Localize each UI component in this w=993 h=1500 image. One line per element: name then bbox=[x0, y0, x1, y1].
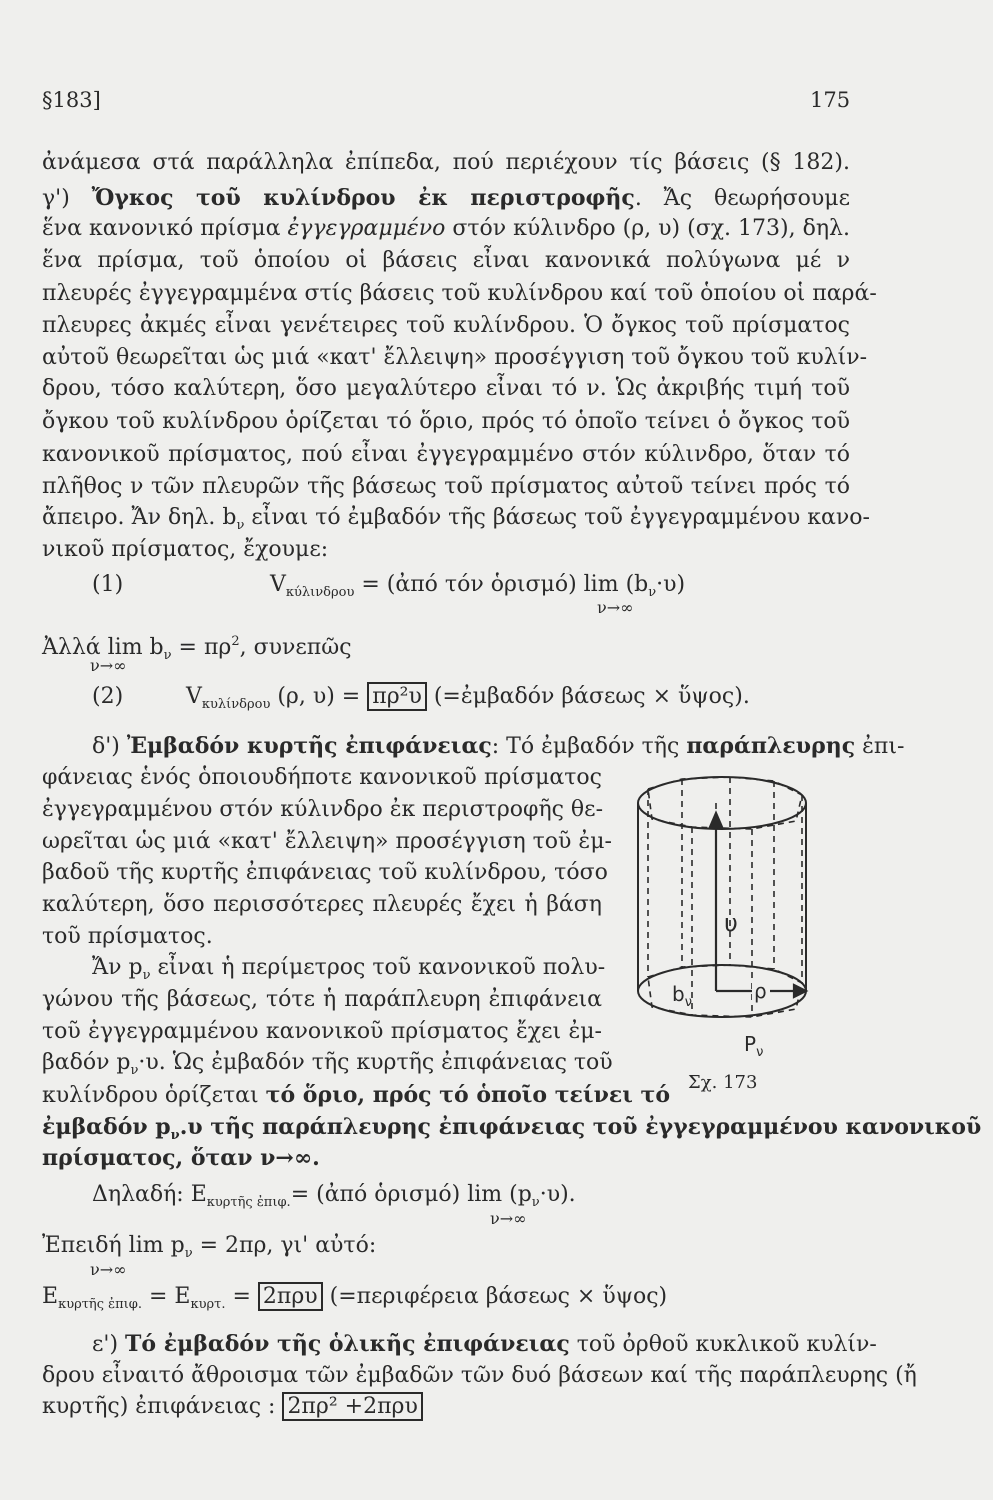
boxed-formula: πρ²υ bbox=[367, 682, 427, 711]
text-line: καλύτερη, ὅσο περισσότερες πλευρές ἔχει ἡ βάση bbox=[42, 892, 602, 917]
text-line: ἀνάμεσα στά παράλληλα ἐπίπεδα, πού περιέχουν τίς βάσεις (§ 182). bbox=[42, 150, 850, 175]
text-line: Ἄν $p_\nu$ εἶναι ἡ περίμετρος τοῦ κανονικοῦ πολυ- bbox=[92, 955, 606, 983]
text-line: νικοῦ πρίσματος, ἔχουμε: bbox=[42, 537, 329, 562]
text-line: κυρτῆς) ἐπιφάνειας : 2πρ² +2πρυ bbox=[42, 1392, 423, 1422]
heading-volume-cylinder: Ὄγκος τοῦ κυλίνδρου ἐκ περιστροφῆς bbox=[91, 185, 635, 211]
text-line: ἕνα κανονικό πρίσμα ἐγγεγραμμένο στόν κύλινδρο (ρ, υ) (σχ. 173), δηλ. bbox=[42, 216, 850, 241]
text-line: βαδοῦ τῆς κυρτῆς ἐπιφάνειας τοῦ κυλίνδρου, τόσο bbox=[42, 860, 608, 885]
limit-subscript: ν→∞ bbox=[490, 1209, 527, 1228]
limit-subscript: ν→∞ bbox=[90, 656, 127, 675]
text-line: ἕνα πρίσμα, τοῦ ὁποίου οἱ βάσεις εἶναι κανονικά πολύγωνα μέ ν bbox=[42, 248, 850, 273]
equation-number: (1) bbox=[92, 572, 124, 597]
figure-caption: Σχ. 173 bbox=[688, 1072, 758, 1093]
label-base-area: $b_\nu$ bbox=[672, 982, 692, 1010]
equation-3: Δηλαδή: $E_{\kappa\upsilon\rho\tau ῆ\varsigma ἐ\pi\iota\varphi.}=$ (ἀπό ὁρισμό) $\lim (p_\nu\cdot\upsilon)$. bbox=[92, 1182, 576, 1210]
equation-4: Ἐπειδή $\lim p_\nu = 2\pi\rho$, γι' αὐτό: bbox=[42, 1233, 377, 1261]
equation-number: (2) bbox=[92, 684, 124, 709]
text-line: ἐμβαδόν $p_\nu.\upsilon$ τῆς παράπλευρης ἐπιφάνειας τοῦ ἐγγεγραμμένου κανονικοῦ bbox=[42, 1114, 982, 1143]
label-radius: ρ bbox=[754, 979, 767, 1003]
text-line: κυλίνδρου ὁρίζεται τό ὅριο, πρός τό ὁποῖο τείνει τό bbox=[42, 1082, 670, 1108]
equation-2: $V_{\kappa\upsilon\lambda ί\nu\delta\rho o\upsilon}$ (ρ, υ) = πρ²υ (=ἐμβαδόν βάσεως × ὕψος). bbox=[186, 684, 750, 712]
arrow-up-icon bbox=[710, 813, 722, 827]
boxed-formula: 2πρ² +2πρυ bbox=[282, 1392, 422, 1421]
limit-subscript: ν→∞ bbox=[597, 598, 634, 617]
text-line: δ') Ἐμβαδόν κυρτῆς ἐπιφάνειας: Τό ἐμβαδόν τῆς παράπλευρης ἐπι- bbox=[92, 733, 905, 759]
text-line: ωρεῖται ὡς μιά «κατ' ἔλλειψη» προσέγγιση τοῦ ἐμ- bbox=[42, 829, 612, 854]
text-line: κανονικοῦ πρίσματος, πού εἶναι ἐγγεγραμμένο στόν κύλινδρο, ὅταν τό bbox=[42, 442, 850, 467]
section-header: §183] bbox=[42, 88, 101, 112]
text-line: γ') Ὄγκος τοῦ κυλίνδρου ἐκ περιστροφῆς. Ἄς θεωρήσουμε bbox=[42, 185, 850, 211]
limit-subscript: ν→∞ bbox=[90, 1260, 127, 1279]
text-line: πλευρές ἐγγεγραμμένα στίς βάσεις τοῦ κυλίνδρου καί τοῦ ὁποίου οἱ παρά- bbox=[42, 281, 877, 306]
text-line: ἐγγεγραμμένου στόν κύλινδρο ἐκ περιστροφῆς θε- bbox=[42, 797, 604, 822]
text-line: βαδόν $p_\nu\cdot\upsilon$. Ὡς ἐμβαδόν τῆς κυρτῆς ἐπιφάνειας τοῦ bbox=[42, 1050, 613, 1078]
equation-5: $E_{\kappa\upsilon\rho\tau ῆ\varsigma ἐ\pi\iota\varphi.} = E_{\kappa\upsilon\rho\tau.} = 2\pi\rho\upsilon$ (=περιφέρεια βάσεως × ὕψος) bbox=[42, 1284, 668, 1312]
text-line: πλευρες ἀκμές εἶναι γενέτειρες τοῦ κυλίνδρου. Ὁ ὄγκος τοῦ πρίσματος bbox=[42, 313, 850, 338]
text-line: Ἀλλά $\lim b_\nu = \pi\rho^2$, συνεπῶς bbox=[42, 634, 352, 663]
equation-1: $V_{\kappa ύ\lambda\iota\nu\delta\rho o\upsilon}$ = (ἀπό τόν ὁρισμό) $\lim (b_\nu\cdot\upsilon)$ bbox=[270, 572, 686, 600]
cylinder-figure bbox=[612, 755, 822, 1065]
text-line: πλῆθος ν τῶν πλευρῶν τῆς βάσεως τοῦ πρίσματος αὐτοῦ τείνει πρός τό bbox=[42, 474, 850, 499]
text-line: ε') Τό ἐμβαδόν τῆς ὁλικῆς ἐπιφάνειας τοῦ ὀρθοῦ κυκλικοῦ κυλίν- bbox=[92, 1331, 877, 1357]
heading-curved-surface: Ἐμβαδόν κυρτῆς ἐπιφάνειας bbox=[126, 733, 492, 759]
text-line: φάνειας ἑνός ὁποιουδήποτε κανονικοῦ πρίσματος bbox=[42, 765, 602, 790]
text-line: αὐτοῦ θεωρεῖται ὡς μιά «κατ' ἔλλειψη» προσέγγιση τοῦ ὄγκου τοῦ κυλίν- bbox=[42, 345, 868, 370]
label-perimeter: $P_\nu$ bbox=[744, 1032, 764, 1060]
label-height: υ bbox=[724, 909, 738, 937]
text-line: τοῦ πρίσματος. bbox=[42, 924, 213, 949]
heading-total-surface: Τό ἐμβαδόν τῆς ὁλικῆς ἐπιφάνειας bbox=[125, 1331, 570, 1357]
text-line: πρίσματος, ὅταν ν→∞. bbox=[42, 1145, 320, 1171]
text-line: τοῦ ἐγγεγραμμένου κανονικοῦ πρίσματος ἔχει ἐμ- bbox=[42, 1019, 602, 1044]
text-line: δρου, τόσο καλύτερη, ὅσο μεγαλύτερο εἶναι τό ν. Ὡς ἀκριβής τιμή τοῦ bbox=[42, 376, 850, 401]
text-line: ἄπειρο. Ἄν δηλ. $b_\nu$ εἶναι τό ἐμβαδόν τῆς βάσεως τοῦ ἐγγεγραμμένου κανο- bbox=[42, 505, 870, 533]
page-number: 175 bbox=[810, 88, 851, 112]
text-line: γώνου τῆς βάσεως, τότε ἡ παράπλευρη ἐπιφάνεια bbox=[42, 987, 602, 1012]
text-line: δρου εἶναιτό ἄθροισμα τῶν ἐμβαδῶν τῶν δυό βάσεων καί τῆς παράπλευρης (ἤ bbox=[42, 1363, 917, 1388]
boxed-formula: 2πρυ bbox=[258, 1282, 323, 1311]
text-line: ὄγκου τοῦ κυλίνδρου ὁρίζεται τό ὅριο, πρός τό ὁποῖο τείνει ὁ ὄγκος τοῦ bbox=[42, 409, 850, 434]
